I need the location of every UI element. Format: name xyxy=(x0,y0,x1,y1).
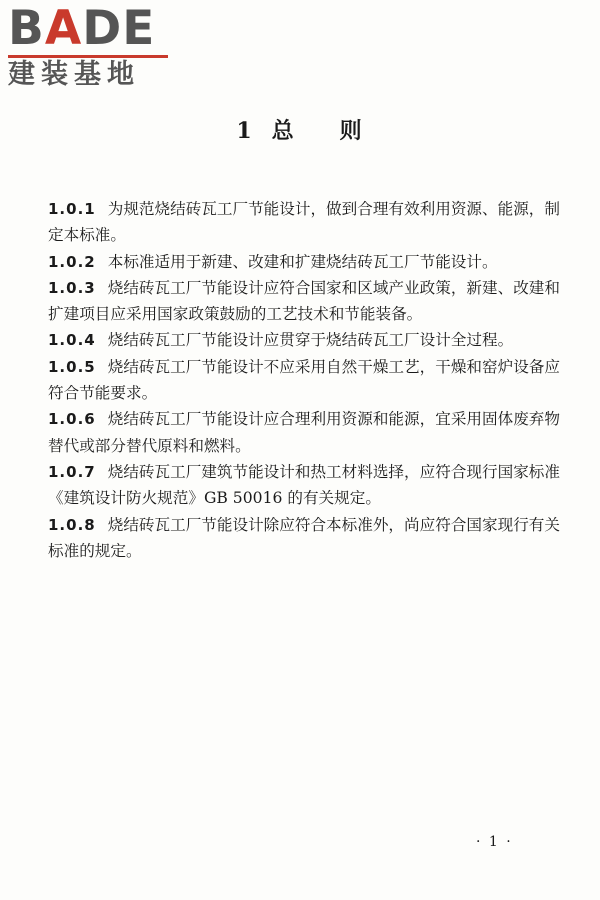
chapter-title-part-1: 总 xyxy=(271,118,296,144)
clause-text: 烧结砖瓦工厂节能设计不应采用自然干燥工艺，干燥和窑炉设备应符合节能要求。 xyxy=(48,357,560,403)
chapter-title xyxy=(0,114,600,145)
clause-list xyxy=(48,196,560,564)
clause-1-0-3 xyxy=(48,275,560,328)
clause-number: 1.0.8 xyxy=(48,515,96,534)
watermark-logo xyxy=(8,1,178,92)
page-number: · 1 · xyxy=(476,834,513,850)
clause-number: 1.0.5 xyxy=(48,357,96,376)
clause-1-0-4 xyxy=(48,327,560,353)
clause-text: 烧结砖瓦工厂节能设计应符合国家和区域产业政策，新建、改建和扩建项目应采用国家政策鼓励的工艺技术和节能装备。 xyxy=(48,278,560,324)
logo-letter-a: A xyxy=(44,1,83,56)
clause-text: 烧结砖瓦工厂节能设计应贯穿于烧结砖瓦工厂设计全过程。 xyxy=(107,331,514,350)
chapter-number: 1 xyxy=(236,118,254,144)
clause-number: 1.0.6 xyxy=(48,410,96,429)
logo-wordmark xyxy=(8,1,178,56)
clause-number: 1.0.2 xyxy=(48,252,96,271)
clause-number: 1.0.4 xyxy=(48,331,96,350)
clause-1-0-1 xyxy=(48,196,560,249)
chapter-title-part-2: 则 xyxy=(339,118,364,144)
clause-text: 烧结砖瓦工厂建筑节能设计和热工材料选择，应符合现行国家标准《建筑设计防火规范》GB 50016 的有关规定。 xyxy=(48,462,560,508)
clause-number: 1.0.3 xyxy=(48,278,96,297)
clause-text: 烧结砖瓦工厂节能设计除应符合本标准外，尚应符合国家现行有关标准的规定。 xyxy=(48,515,560,560)
clause-1-0-8 xyxy=(48,512,560,565)
logo-subtitle: 建装基地 xyxy=(8,59,140,90)
clause-text: 烧结砖瓦工厂节能设计应合理利用资源和能源，宜采用固体废弃物替代或部分替代原料和燃料。 xyxy=(48,410,560,455)
clause-1-0-2 xyxy=(48,249,560,275)
logo-letter-b: B xyxy=(8,1,45,56)
clause-number: 1.0.1 xyxy=(48,200,96,218)
clause-text: 为规范烧结砖瓦工厂节能设计，做到合理有效利用资源、能源，制定本标准。 xyxy=(48,200,560,245)
clause-text: 本标准适用于新建、改建和扩建烧结砖瓦工厂节能设计。 xyxy=(107,252,498,271)
clause-1-0-6 xyxy=(48,406,560,459)
clause-number: 1.0.7 xyxy=(48,462,96,481)
clause-1-0-7 xyxy=(48,459,560,512)
logo-letters-de: DE xyxy=(82,1,156,56)
clause-1-0-5 xyxy=(48,354,560,407)
